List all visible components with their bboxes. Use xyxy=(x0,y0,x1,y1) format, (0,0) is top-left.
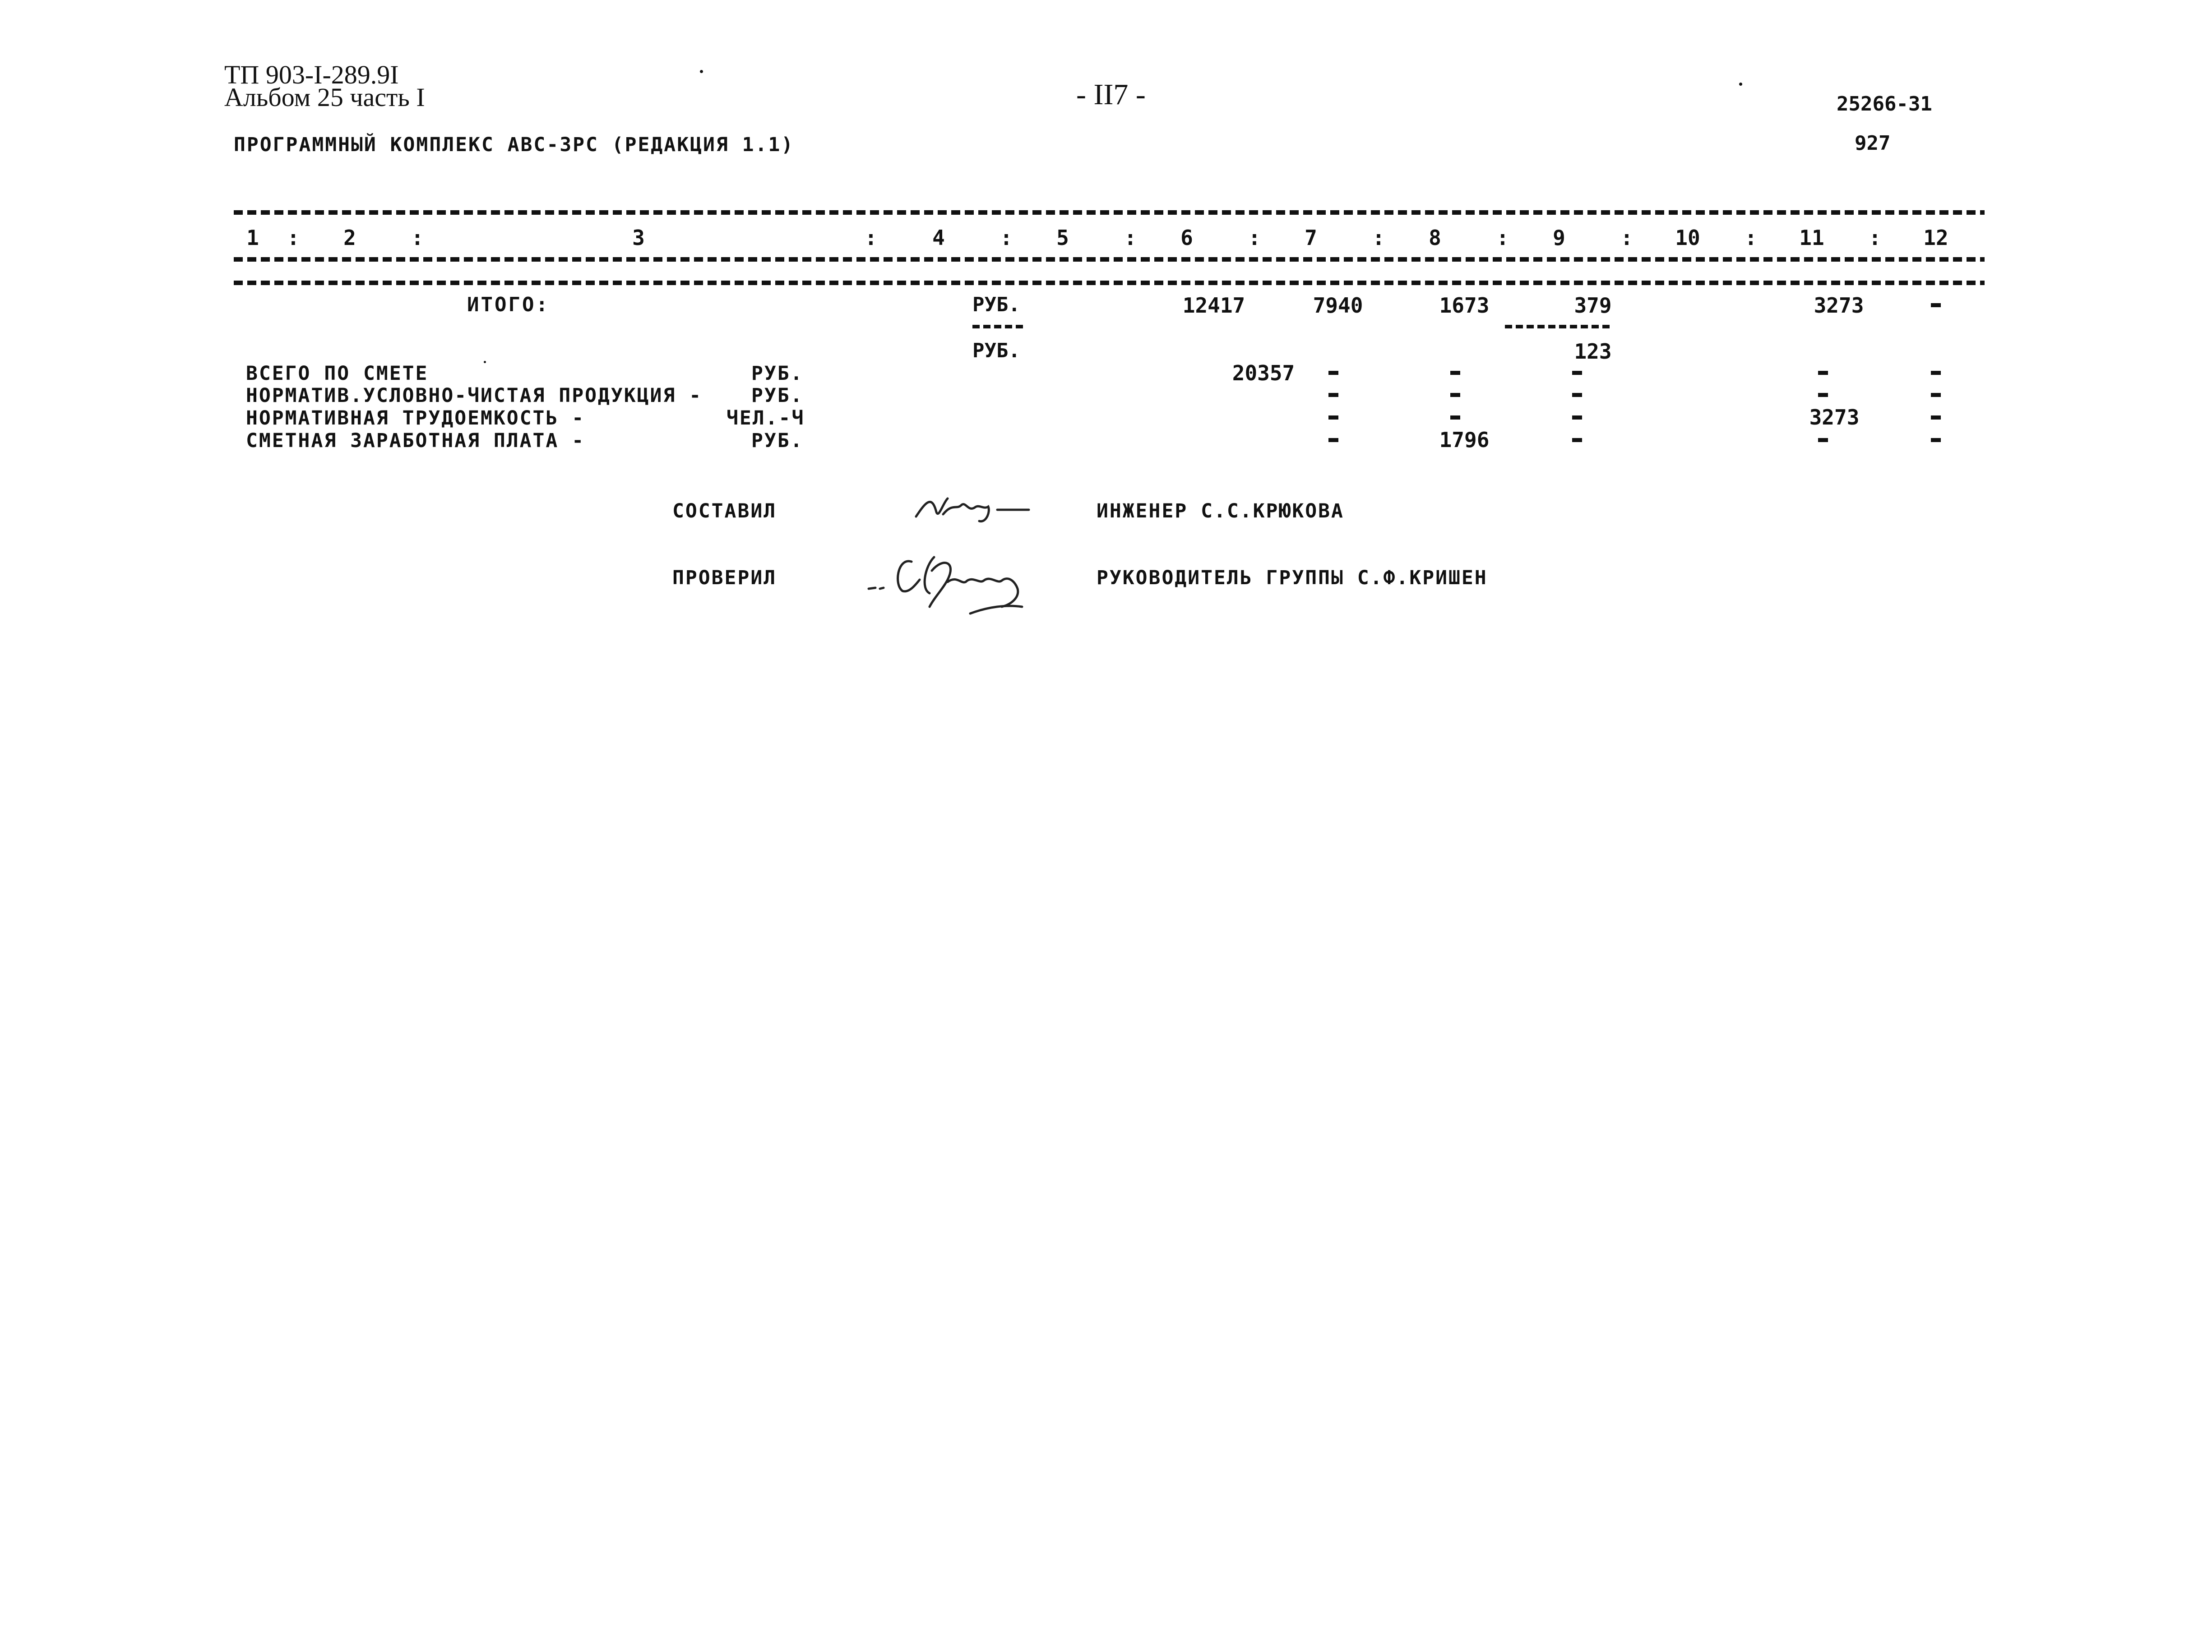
summary-c12 xyxy=(1931,371,1941,375)
totals-col12 xyxy=(1931,303,1941,307)
summary-c12 xyxy=(1931,415,1941,420)
unit-rule xyxy=(972,325,1027,328)
col-header: 2 xyxy=(343,226,356,250)
totals-col8: 1673 xyxy=(1439,293,1490,318)
checked-label: ПРОВЕРИЛ xyxy=(672,567,777,589)
summary-label: ВСЕГО ПО СМЕТЕ xyxy=(246,362,429,385)
summary-c8: 1796 xyxy=(1439,428,1490,452)
col-header: 3 xyxy=(632,226,645,250)
col-header: 6 xyxy=(1180,226,1193,250)
totals-label: ИТОГО: xyxy=(467,293,550,316)
summary-c12 xyxy=(1931,393,1941,397)
col-header: 11 xyxy=(1799,226,1824,250)
summary-c7 xyxy=(1328,393,1338,397)
col-header: 12 xyxy=(1923,226,1948,250)
summary-c9 xyxy=(1572,438,1582,442)
col-header: 9 xyxy=(1553,226,1565,250)
col-header: 7 xyxy=(1305,226,1317,250)
summary-c11 xyxy=(1818,371,1828,375)
col-header: 4 xyxy=(932,226,945,250)
summary-c8 xyxy=(1450,393,1460,397)
summary-c7 xyxy=(1328,371,1338,375)
checked-by: РУКОВОДИТЕЛЬ ГРУППЫ С.Ф.КРИШЕН xyxy=(1097,567,1488,589)
col-sep: : xyxy=(1496,226,1509,250)
col-sep: : xyxy=(1124,226,1137,250)
totals-unit: РУБ. xyxy=(972,293,1020,316)
summary-c8 xyxy=(1450,371,1460,375)
col-sep: : xyxy=(1620,226,1633,250)
summary-label: НОРМАТИВНАЯ ТРУДОЕМКОСТЬ - xyxy=(246,407,585,429)
summary-label: НОРМАТИВ.УСЛОВНО-ЧИСТАЯ ПРОДУКЦИЯ - xyxy=(246,384,703,407)
totals-col9: 379 xyxy=(1574,293,1612,318)
totals-unit2: РУБ. xyxy=(972,339,1020,362)
checked-signature xyxy=(866,539,1056,620)
col-sep: : xyxy=(287,226,300,250)
summary-unit: РУБ. xyxy=(751,429,804,452)
summary-c11 xyxy=(1818,393,1828,397)
summary-c11 xyxy=(1818,438,1828,442)
summary-c7 xyxy=(1328,415,1338,420)
col-sep: : xyxy=(865,226,877,250)
speck xyxy=(1739,83,1742,86)
col-sep: : xyxy=(1869,226,1881,250)
summary-c9 xyxy=(1572,415,1582,420)
summary-c8 xyxy=(1450,415,1460,420)
col-header: 10 xyxy=(1675,226,1700,250)
totals-col11: 3273 xyxy=(1814,293,1864,318)
body-rule-top xyxy=(234,281,1985,285)
col-sep: : xyxy=(1372,226,1385,250)
summary-c12 xyxy=(1931,438,1941,442)
summary-c7 xyxy=(1328,438,1338,442)
totals-col6: 12417 xyxy=(1182,293,1245,318)
album-label: Альбом 25 часть I xyxy=(224,83,425,112)
col-sep: : xyxy=(411,226,424,250)
summary-label: СМЕТНАЯ ЗАРАБОТНАЯ ПЛАТА - xyxy=(246,429,585,452)
col9-rule xyxy=(1505,325,1613,328)
speck xyxy=(484,361,486,363)
sheet-number: 927 xyxy=(1855,132,1891,155)
summary-unit: РУБ. xyxy=(751,362,804,385)
compiled-signature xyxy=(912,485,1038,526)
summary-c9 xyxy=(1572,393,1582,397)
summary-unit: РУБ. xyxy=(751,384,804,407)
header-rule-top xyxy=(234,210,1985,215)
summary-c11: 3273 xyxy=(1809,405,1860,429)
summary-c6: 20357 xyxy=(1232,361,1295,385)
doc-number: 25266-31 xyxy=(1837,92,1932,115)
compiled-label: СОСТАВИЛ xyxy=(672,500,777,522)
doc-code: ТП 903-I-289.9I xyxy=(224,60,399,89)
col-header: 8 xyxy=(1429,226,1441,250)
page-number: - II7 - xyxy=(1076,78,1146,111)
col-sep: : xyxy=(1745,226,1757,250)
program-title: ПРОГРАММНЫЙ КОМПЛЕКС АВС-3РС (РЕДАКЦИЯ 1.1) xyxy=(234,134,795,156)
totals-col9-extra: 123 xyxy=(1574,339,1612,364)
speck xyxy=(700,70,703,73)
col-sep: : xyxy=(1000,226,1013,250)
summary-c9 xyxy=(1572,371,1582,375)
col-header: 1 xyxy=(246,226,259,250)
compiled-by: ИНЖЕНЕР С.С.КРЮКОВА xyxy=(1097,500,1344,522)
col-header: 5 xyxy=(1056,226,1069,250)
col-sep: : xyxy=(1248,226,1261,250)
header-rule-bottom xyxy=(234,257,1985,262)
totals-col7: 7940 xyxy=(1313,293,1363,318)
summary-unit: ЧЕЛ.-Ч xyxy=(727,407,805,429)
